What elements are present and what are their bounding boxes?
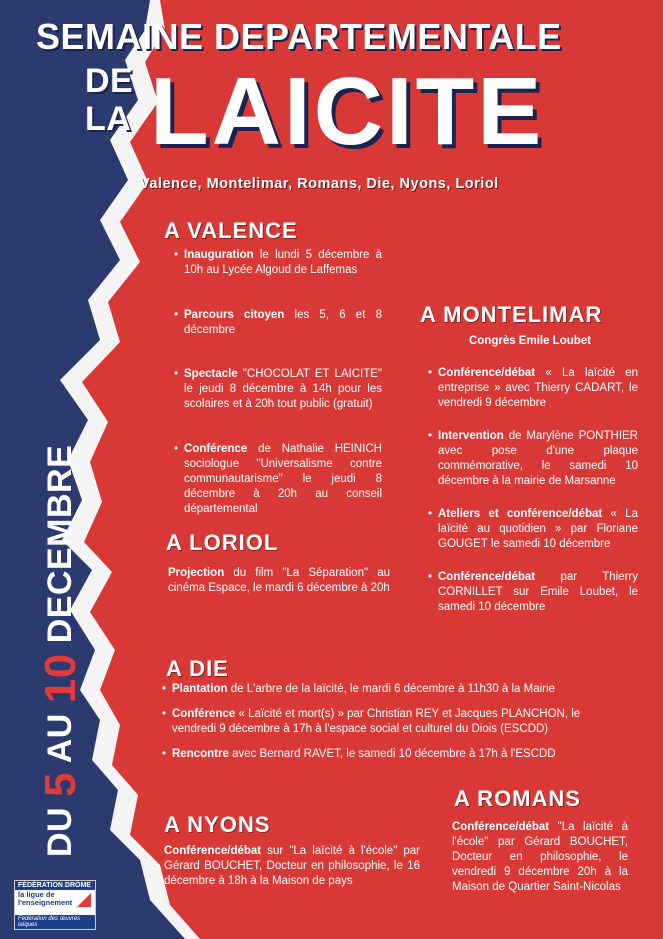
die-item: • Rencontre avec Bernard RAVET, le samedi 10 décembre à 17h à l'ESCDD [162,747,622,762]
ligue-enseignement-logo [14,880,96,930]
montelimar-list [428,366,638,615]
logo-line2: l'enseignement [18,898,73,907]
title-laicite: LAICITE [150,58,545,165]
date-day-start: 5 [36,771,85,797]
die-list [162,682,622,762]
logo-line1: la ligue de [18,890,55,899]
logo-top-text: FÉDÉRATION DRÔME [15,881,95,890]
montelimar-item: • Ateliers et conférence/débat « La laïcité au quotidien » par Floriane GOUGET le samedi 10 décembre [428,507,638,552]
loriol-text: Projection du film "La Séparation" au cinéma Espace, le mardi 6 décembre à 20h [168,567,390,594]
cities-subtitle: Valence, Montelimar, Romans, Die, Nyons, Loriol [140,176,499,192]
section-title-montelimar: A MONTELIMAR [420,302,603,327]
montelimar-item: • Intervention de Marylène PONTHIER avec pose d'une plaque commémorative, le samedi 10 décembre à la mairie de Marsanne [428,429,638,489]
die-item: • Conférence « Laïcité et mort(s) » par Christian REY et Jacques PLANCHON, le vendredi 9 décembre à 17h à l'espace social et culturel du Diois (ESCDD) [162,707,622,737]
montelimar-item: • Conférence/débat « La laïcité en entreprise » avec Thierry CADART, le vendredi 9 décembre [428,366,638,411]
section-title-loriol: A LORIOL [166,530,279,555]
section-title-nyons: A NYONS [164,812,271,837]
valence-list [174,248,382,517]
date-middle: AU [41,713,79,764]
valence-item: • Parcours citoyen les 5, 6 et 8 décembre [174,308,382,338]
title-la: LA [85,100,132,138]
nyons-text: Conférence/débat sur "La laïcité à l'école" par Gérard BOUCHET, Docteur en philosophie, le 16 décembre à 18h à la Maison de pays [164,845,420,887]
valence-item: • Inauguration le lundi 5 décembre à 10h au Lycée Algoud de Laffemas [174,248,382,278]
romans-text: Conférence/débat "La laïcité à l'école" par Gérard BOUCHET, Docteur en philosophie, le vendredi 9 décembre 20h à la Maison de Quartier Saint-Nicolas [452,821,628,893]
valence-item: • Conférence de Nathalie HEINICH sociologue "Universalisme contre communautarisme" le jeudi 8 décembre à 20h au conseil départemental [174,442,382,517]
title-de: DE [85,62,134,100]
section-title-romans: A ROMANS [454,786,581,811]
date-suffix: DECEMBRE [41,444,79,644]
title-line-1: SEMAINE DEPARTEMENTALE [36,16,562,57]
montelimar-subtitle: Congrès Emile Loubet [468,335,592,347]
date-prefix: DU [41,806,79,857]
section-title-valence: A VALENCE [164,218,298,243]
logo-bottom-text: Fédération des œuvres laïques [15,915,95,929]
date-day-end: 10 [36,653,85,704]
section-title-die: A DIE [166,656,229,681]
montelimar-item: • Conférence/débat par Thierry CORNILLET sur Emile Loubet, le samedi 10 décembre [428,570,638,615]
valence-item: • Spectacle "CHOCOLAT ET LAICITE" le jeudi 8 décembre à 14h pour les scolaires et à 20h tout public (gratuit) [174,367,382,412]
date-banner-vertical [36,445,86,857]
die-item: • Plantation de L'arbre de la laïcité, le mardi 6 décembre à 11h30 à la Mairie [162,682,622,697]
